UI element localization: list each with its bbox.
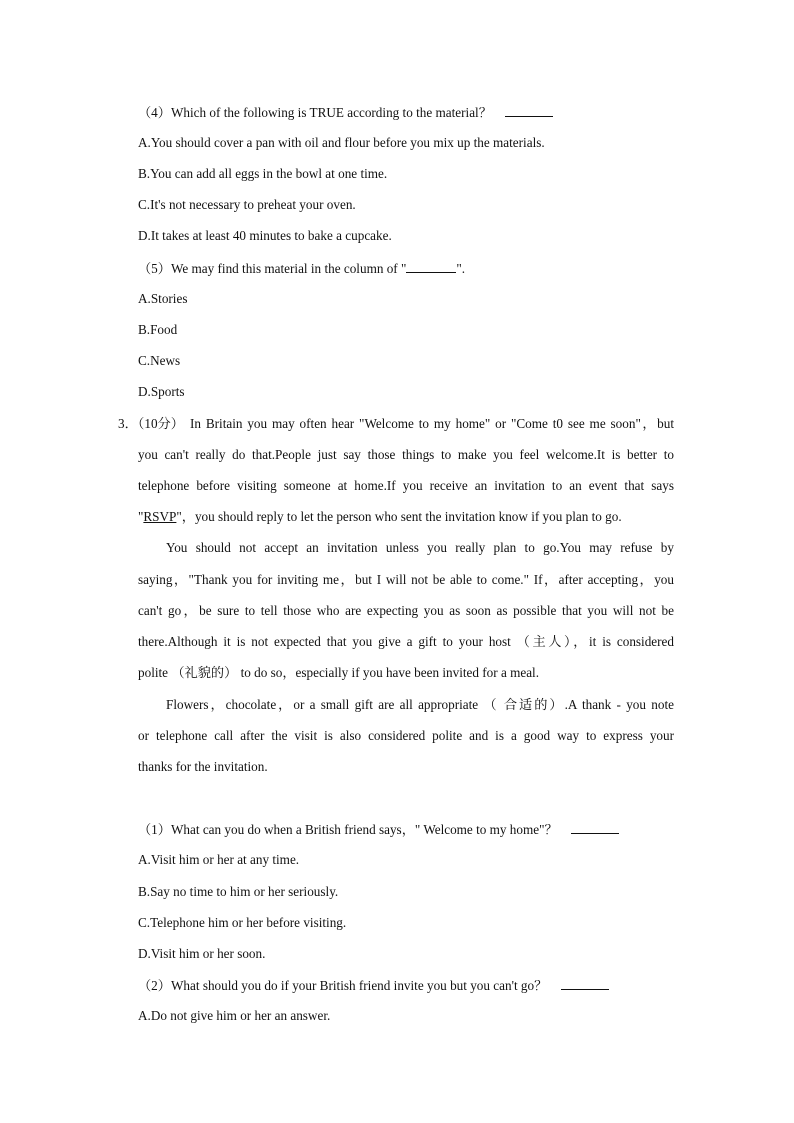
passage-line: telephone before visiting someone at home.If you receive an invitation to an event that says (138, 478, 674, 493)
passage-line: You should not accept an invitation unless you really plan to go.You may refuse by (166, 540, 674, 555)
question-3-1-option-a: A.Visit him or her at any time. (138, 852, 300, 867)
answer-blank[interactable] (406, 259, 456, 273)
answer-blank[interactable] (561, 976, 609, 990)
question-5-option-d: D.Sports (138, 384, 185, 399)
answer-blank[interactable] (505, 103, 553, 117)
passage-line: can't go，be sure to tell those who are expecting you as soon as possible that you will not be (138, 603, 674, 618)
passage-line: you can't really do that.People just say those things to make you feel welcome.It is better to (138, 447, 674, 462)
passage-line: or telephone call after the visit is also considered polite and is a good way to express your (138, 728, 674, 743)
question-4-option-d: D.It takes at least 40 minutes to bake a cupcake. (138, 228, 392, 243)
question-5-option-c: C.News (138, 353, 181, 368)
question-3-1-option-d: D.Visit him or her soon. (138, 946, 266, 961)
question-3-number: 3．（10分） (118, 416, 184, 431)
passage-line: "RSVP"，you should reply to let the person who sent the invitation know if you plan to go. (138, 509, 622, 524)
question-5-option-b: B.Food (138, 322, 178, 337)
question-4-option-a: A.You should cover a pan with oil and flour before you mix up the materials. (138, 135, 545, 150)
question-5-option-a: A.Stories (138, 291, 188, 306)
question-3-score: （10分） (137, 416, 184, 431)
question-3-2-option-a: A.Do not give him or her an answer. (138, 1008, 331, 1023)
passage-line: there.Although it is not expected that you give a gift to your host （主人），it is considered (138, 634, 674, 649)
passage-line: thanks for the invitation. (138, 759, 268, 774)
answer-blank[interactable] (571, 820, 619, 834)
question-4-option-b: B.You can add all eggs in the bowl at one time. (138, 166, 388, 181)
question-3-1-option-c: C.Telephone him or her before visiting. (138, 915, 347, 930)
rsvp-term: RSVP (143, 509, 177, 524)
question-4-option-c: C.It's not necessary to preheat your oven. (138, 197, 356, 212)
question-3-1-option-b: B.Say no time to him or her seriously. (138, 884, 339, 899)
question-3-2-stem: （2）What should you do if your British friend invite you but you can't go？ (138, 976, 609, 995)
passage-line: In Britain you may often hear "Welcome to my home" or "Come t0 see me soon"，but (190, 416, 674, 431)
question-4-stem: （4）Which of the following is TRUE according to the material？ (138, 103, 553, 122)
passage-line: saying，"Thank you for inviting me，but I will not be able to come." If，after accepting，you (138, 572, 674, 587)
question-5-stem: （5）We may find this material in the column of " ". (138, 261, 466, 276)
passage-line: polite （礼貌的） to do so，especially if you have been invited for a meal. (138, 665, 540, 680)
question-3-1-stem: （1）What can you do when a British friend says，" Welcome to my home"？ (138, 820, 619, 839)
passage-line: Flowers，chocolate，or a small gift are all appropriate （ 合适的）.A thank - you note (166, 697, 674, 712)
